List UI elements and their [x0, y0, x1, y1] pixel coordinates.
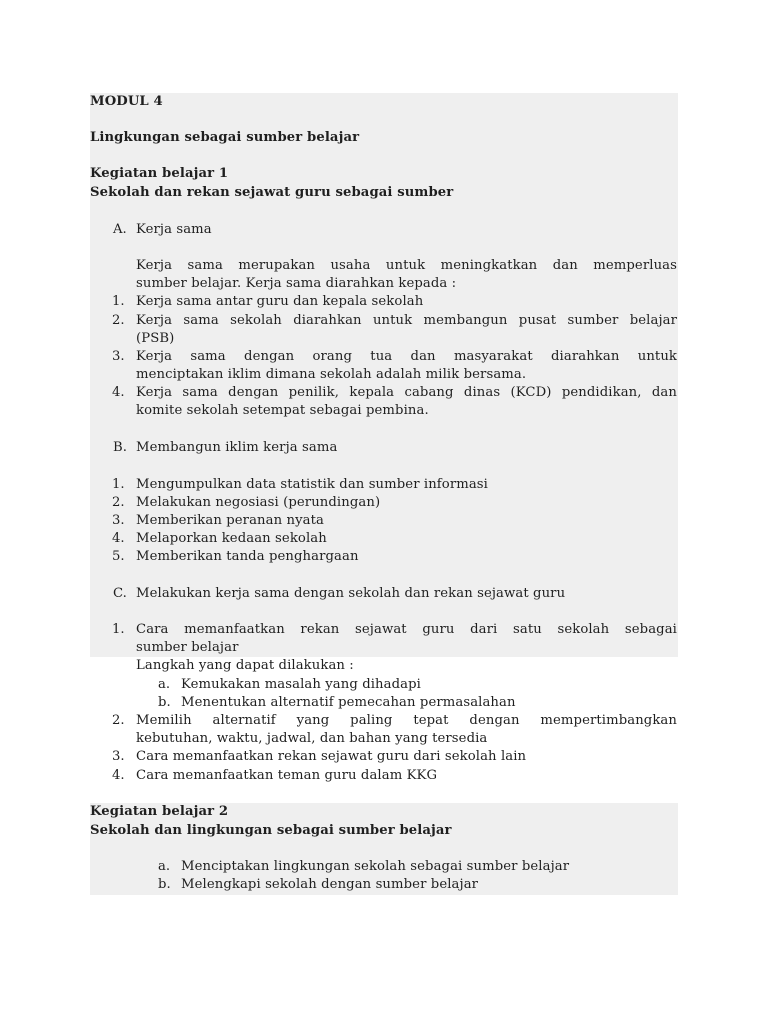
module-title: MODUL 4	[90, 94, 163, 109]
secC-sub-b: Menentukan alternatif pemecahan permasalahan	[181, 695, 516, 710]
secC-item-1-line2: sumber belajar	[136, 640, 239, 655]
kb2-sub-a: Menciptakan lingkungan sekolah sebagai sumber belajar	[181, 859, 570, 874]
secA-item-1-number: 1.	[112, 294, 125, 309]
secB-item-2-number: 2.	[112, 495, 125, 510]
kb2-heading: Kegiatan belajar 2	[90, 804, 229, 819]
secB-item-1: Mengumpulkan data statistik dan sumber informasi	[136, 477, 488, 492]
secC-item-3: Cara memanfaatkan rekan sejawat guru dari sekolah lain	[136, 749, 527, 764]
secA-item-3-line1: Kerja sama dengan orang tua dan masyarakat diarahkan untuk	[136, 349, 677, 364]
page-title: Lingkungan sebagai sumber belajar	[90, 130, 360, 145]
kb2-sub-b-marker: b.	[158, 877, 171, 892]
secB-title: Membangun iklim kerja sama	[136, 440, 338, 455]
secB-item-4: Melaporkan kedaan sekolah	[136, 531, 327, 546]
secA-paragraph-line2: sumber belajar. Kerja sama diarahkan kepada :	[136, 276, 457, 291]
secB-item-3: Memberikan peranan nyata	[136, 513, 324, 528]
secA-title: Kerja sama	[136, 222, 212, 237]
secA-item-3-line2: menciptakan iklim dimana sekolah adalah milik bersama.	[136, 367, 527, 382]
secC-item-1-line1: Cara memanfaatkan rekan sejawat guru dari satu sekolah sebagai	[136, 622, 677, 637]
secA-item-3-number: 3.	[112, 349, 125, 364]
secA-paragraph-line1: Kerja sama merupakan usaha untuk meningkatkan dan memperluas	[136, 258, 677, 273]
secB-item-5-number: 5.	[112, 549, 125, 564]
secC-item-1-line3: Langkah yang dapat dilakukan :	[136, 658, 354, 673]
secB-item-5: Memberikan tanda penghargaan	[136, 549, 359, 564]
kb2-subheading: Sekolah dan lingkungan sebagai sumber belajar	[90, 823, 452, 838]
secC-item-3-number: 3.	[112, 749, 125, 764]
kb1-subheading: Sekolah dan rekan sejawat guru sebagai sumber	[90, 185, 454, 200]
secA-item-1: Kerja sama antar guru dan kepala sekolah	[136, 294, 424, 309]
secC-title: Melakukan kerja sama dengan sekolah dan rekan sejawat guru	[136, 586, 566, 601]
secC-item-2-line1: Memilih alternatif yang paling tepat dengan mempertimbangkan	[136, 713, 677, 728]
secA-item-2-line2: (PSB)	[136, 331, 175, 346]
secC-item-4-number: 4.	[112, 768, 125, 783]
secC-item-2-line2: kebutuhan, waktu, jadwal, dan bahan yang tersedia	[136, 731, 488, 746]
secB-item-1-number: 1.	[112, 477, 125, 492]
secB-marker: B.	[113, 440, 127, 455]
secC-item-2-number: 2.	[112, 713, 125, 728]
secA-item-2-number: 2.	[112, 313, 125, 328]
kb2-sub-a-marker: a.	[158, 859, 171, 874]
kb2-sub-b: Melengkapi sekolah dengan sumber belajar	[181, 877, 479, 892]
secB-item-3-number: 3.	[112, 513, 125, 528]
secC-sub-b-marker: b.	[158, 695, 171, 710]
secC-marker: C.	[113, 586, 127, 601]
secC-item-4: Cara memanfaatkan teman guru dalam KKG	[136, 768, 438, 783]
secB-item-4-number: 4.	[112, 531, 125, 546]
secC-sub-a-marker: a.	[158, 677, 171, 692]
secA-item-4-line1: Kerja sama dengan penilik, kepala cabang dinas (KCD) pendidikan, dan	[136, 385, 677, 400]
secA-marker: A.	[113, 222, 127, 237]
kb1-heading: Kegiatan belajar 1	[90, 166, 229, 181]
secC-sub-a: Kemukakan masalah yang dihadapi	[181, 677, 421, 692]
secB-item-2: Melakukan negosiasi (perundingan)	[136, 495, 381, 510]
secA-item-4-number: 4.	[112, 385, 125, 400]
secC-item-1-number: 1.	[112, 622, 125, 637]
secA-item-4-line2: komite sekolah setempat sebagai pembina.	[136, 403, 429, 418]
secA-item-2-line1: Kerja sama sekolah diarahkan untuk membangun pusat sumber belajar	[136, 313, 677, 328]
